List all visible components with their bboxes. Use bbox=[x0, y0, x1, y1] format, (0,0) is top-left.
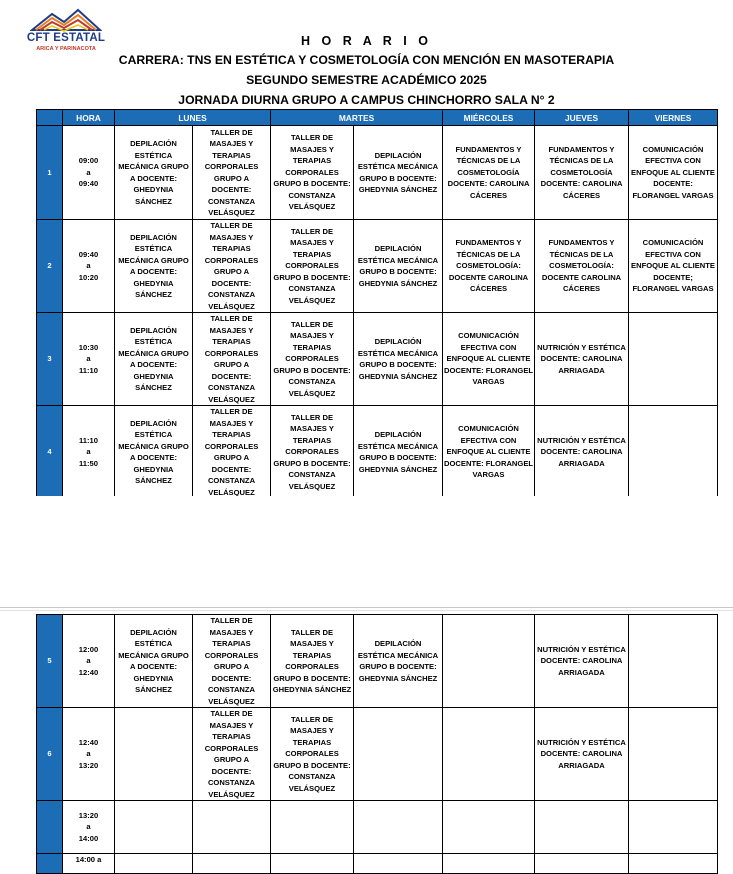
row-time: 13:20 a 14:00 bbox=[63, 801, 115, 854]
schedule-cell bbox=[193, 801, 271, 854]
schedule-cell bbox=[629, 313, 718, 406]
schedule-cell: TALLER DE MASAJES Y TERAPIAS CORPORALES GRUPO A DOCENTE: CONSTANZA VELÁSQUEZ bbox=[193, 313, 271, 406]
schedule-cell bbox=[354, 708, 443, 801]
schedule-cell: NUTRICIÓN Y ESTÉTICA DOCENTE: CAROLINA ARRIAGADA bbox=[535, 708, 629, 801]
schedule-cell bbox=[629, 406, 718, 499]
schedule-cell: DEPILACIÓN ESTÉTICA MECÁNICA GRUPO B DOCENTE: GHEDYNIA SÁNCHEZ bbox=[354, 615, 443, 708]
schedule-cell: TALLER DE MASAJES Y TERAPIAS CORPORALES GRUPO A DOCENTE: CONSTANZA VELÁSQUEZ bbox=[193, 406, 271, 499]
schedule-cell: FUNDAMENTOS Y TÉCNICAS DE LA COSMETOLOGÍA DOCENTE: CAROLINA CÁCERES bbox=[443, 126, 535, 220]
schedule-table-page-1 bbox=[36, 109, 718, 499]
cft-logo bbox=[26, 6, 106, 56]
row-time: 12:40 a 13:20 bbox=[63, 708, 115, 801]
schedule-cell: DEPILACIÓN ESTÉTICA MECÁNICA GRUPO A DOCENTE: GHEDYNIA SÁNCHEZ bbox=[115, 126, 193, 220]
row-number: 2 bbox=[37, 220, 63, 313]
col-lunes-header: LUNES bbox=[115, 110, 271, 126]
schedule-cell: TALLER DE MASAJES Y TERAPIAS CORPORALES GRUPO A DOCENTE: CONSTANZA VELÁSQUEZ bbox=[193, 126, 271, 220]
col-martes-header: MARTES bbox=[271, 110, 443, 126]
schedule-cell: TALLER DE MASAJES Y TERAPIAS CORPORALES GRUPO B DOCENTE: CONSTANZA VELÁSQUEZ bbox=[271, 126, 354, 220]
row-number bbox=[37, 801, 63, 854]
table-row bbox=[37, 126, 718, 220]
schedule-cell bbox=[354, 801, 443, 854]
schedule-cell: NUTRICIÓN Y ESTÉTICA DOCENTE: CAROLINA ARRIAGADA bbox=[535, 313, 629, 406]
row-time: 11:10 a 11:50 bbox=[63, 406, 115, 499]
schedule-cell: COMUNICACIÓN EFECTIVA CON ENFOQUE AL CLIENTE DOCENTE: FLORANGEL VARGAS bbox=[443, 313, 535, 406]
schedule-cell: TALLER DE MASAJES Y TERAPIAS CORPORALES GRUPO A DOCENTE: CONSTANZA VELÁSQUEZ bbox=[193, 615, 271, 708]
schedule-cell: TALLER DE MASAJES Y TERAPIAS CORPORALES GRUPO B DOCENTE: CONSTANZA VELÁSQUEZ bbox=[271, 313, 354, 406]
table-row bbox=[37, 220, 718, 313]
col-num-header bbox=[37, 110, 63, 126]
table-row bbox=[37, 615, 718, 708]
row-time: 09:00 a 09:40 bbox=[63, 126, 115, 220]
page-break-gap bbox=[0, 496, 733, 614]
schedule-cell bbox=[443, 615, 535, 708]
schedule-cell: DEPILACIÓN ESTÉTICA MECÁNICA GRUPO A DOCENTE: GHEDYNIA SÁNCHEZ bbox=[115, 615, 193, 708]
schedule-cell: TALLER DE MASAJES Y TERAPIAS CORPORALES GRUPO B DOCENTE: GHEDYNIA SÁNCHEZ bbox=[271, 615, 354, 708]
table-row bbox=[37, 313, 718, 406]
schedule-cell bbox=[535, 801, 629, 854]
col-miercoles-header: MIÉRCOLES bbox=[443, 110, 535, 126]
table-row bbox=[37, 406, 718, 499]
schedule-cell: DEPILACIÓN ESTÉTICA MECÁNICA GRUPO B DOCENTE: GHEDYNIA SÁNCHEZ bbox=[354, 406, 443, 499]
schedule-cell: TALLER DE MASAJES Y TERAPIAS CORPORALES GRUPO A DOCENTE: CONSTANZA VELÁSQUEZ bbox=[193, 708, 271, 801]
col-viernes-header: VIERNES bbox=[629, 110, 718, 126]
schedule-cell bbox=[629, 708, 718, 801]
row-number: 4 bbox=[37, 406, 63, 499]
schedule-cell: DEPILACIÓN ESTÉTICA MECÁNICA GRUPO B DOCENTE: GHEDYNIA SÁNCHEZ bbox=[354, 220, 443, 313]
schedule-cell bbox=[443, 801, 535, 854]
semester-title: SEGUNDO SEMESTRE ACADÉMICO 2025 bbox=[246, 73, 487, 87]
row-time: 14:00 a bbox=[63, 854, 115, 874]
career-title: CARRERA: TNS EN ESTÉTICA Y COSMETOLOGÍA CON MENCIÓN EN MASOTERAPIA bbox=[118, 53, 615, 67]
schedule-cell: COMUNICACIÓN EFECTIVA CON ENFOQUE AL CLIENTE DOCENTE: FLORANGEL VARGAS bbox=[443, 406, 535, 499]
schedule-cell: NUTRICIÓN Y ESTÉTICA DOCENTE: CAROLINA ARRIAGADA bbox=[535, 615, 629, 708]
schedule-cell: DEPILACIÓN ESTÉTICA MECÁNICA GRUPO A DOCENTE: GHEDYNIA SÁNCHEZ bbox=[115, 220, 193, 313]
schedule-cell bbox=[271, 801, 354, 854]
col-jueves-header: JUEVES bbox=[535, 110, 629, 126]
logo-subtitle: ARICA Y PARINACOTA bbox=[36, 46, 96, 52]
row-time: 09:40 a 10:20 bbox=[63, 220, 115, 313]
schedule-cell: DEPILACIÓN ESTÉTICA MECÁNICA GRUPO B DOCENTE: GHEDYNIA SÁNCHEZ bbox=[354, 313, 443, 406]
logo-mountains-icon bbox=[30, 6, 102, 32]
row-number: 6 bbox=[37, 708, 63, 801]
schedule-cell bbox=[115, 708, 193, 801]
shift-title: JORNADA DIURNA GRUPO A CAMPUS CHINCHORRO SALA N° 2 bbox=[178, 93, 555, 107]
row-number: 5 bbox=[37, 615, 63, 708]
schedule-cell: COMUNICACIÓN EFECTIVA CON ENFOQUE AL CLIENTE DOCENTE: FLORANGEL VARGAS bbox=[629, 126, 718, 220]
row-number: 3 bbox=[37, 313, 63, 406]
schedule-cell: TALLER DE MASAJES Y TERAPIAS CORPORALES GRUPO B DOCENTE: CONSTANZA VELÁSQUEZ bbox=[271, 708, 354, 801]
table-row bbox=[37, 708, 718, 801]
schedule-table-page-2 bbox=[36, 614, 718, 874]
schedule-cell: FUNDAMENTOS Y TÉCNICAS DE LA COSMETOLOGÍA DOCENTE: CAROLINA CÁCERES bbox=[535, 126, 629, 220]
schedule-cell bbox=[443, 708, 535, 801]
schedule-cell: DEPILACIÓN ESTÉTICA MECÁNICA GRUPO B DOCENTE: GHEDYNIA SÁNCHEZ bbox=[354, 126, 443, 220]
schedule-cell: FUNDAMENTOS Y TÉCNICAS DE LA COSMETOLOGÍA: DOCENTE CAROLINA CÁCERES bbox=[535, 220, 629, 313]
schedule-cell: DEPILACIÓN ESTÉTICA MECÁNICA GRUPO A DOCENTE: GHEDYNIA SÁNCHEZ bbox=[115, 313, 193, 406]
schedule-cell: TALLER DE MASAJES Y TERAPIAS CORPORALES GRUPO B DOCENTE: CONSTANZA VELÁSQUEZ bbox=[271, 406, 354, 499]
page-separator bbox=[0, 607, 733, 608]
schedule-cell: TALLER DE MASAJES Y TERAPIAS CORPORALES GRUPO A DOCENTE: CONSTANZA VELÁSQUEZ bbox=[193, 220, 271, 313]
logo-name: CFT ESTATAL bbox=[26, 32, 106, 44]
page-title: H O R A R I O bbox=[301, 34, 432, 48]
schedule-cell: TALLER DE MASAJES Y TERAPIAS CORPORALES GRUPO B DOCENTE: CONSTANZA VELÁSQUEZ bbox=[271, 220, 354, 313]
table-row bbox=[37, 801, 718, 854]
schedule-cell bbox=[629, 615, 718, 708]
schedule-cell: FUNDAMENTOS Y TÉCNICAS DE LA COSMETOLOGÍA: DOCENTE CAROLINA CÁCERES bbox=[443, 220, 535, 313]
schedule-cell bbox=[115, 801, 193, 854]
col-hora-header: HORA bbox=[63, 110, 115, 126]
schedule-cell: COMUNICACIÓN EFECTIVA CON ENFOQUE AL CLIENTE DOCENTE; FLORANGEL VARGAS bbox=[629, 220, 718, 313]
schedule-cell: DEPILACIÓN ESTÉTICA MECÁNICA GRUPO A DOCENTE: GHEDYNIA SÁNCHEZ bbox=[115, 406, 193, 499]
row-time: 12:00 a 12:40 bbox=[63, 615, 115, 708]
row-time: 10:30 a 11:10 bbox=[63, 313, 115, 406]
table-header-row bbox=[37, 110, 718, 126]
page-separator-shadow bbox=[0, 610, 733, 611]
schedule-cell: NUTRICIÓN Y ESTÉTICA DOCENTE: CAROLINA ARRIAGADA bbox=[535, 406, 629, 499]
row-number: 1 bbox=[37, 126, 63, 220]
schedule-cell bbox=[629, 801, 718, 854]
